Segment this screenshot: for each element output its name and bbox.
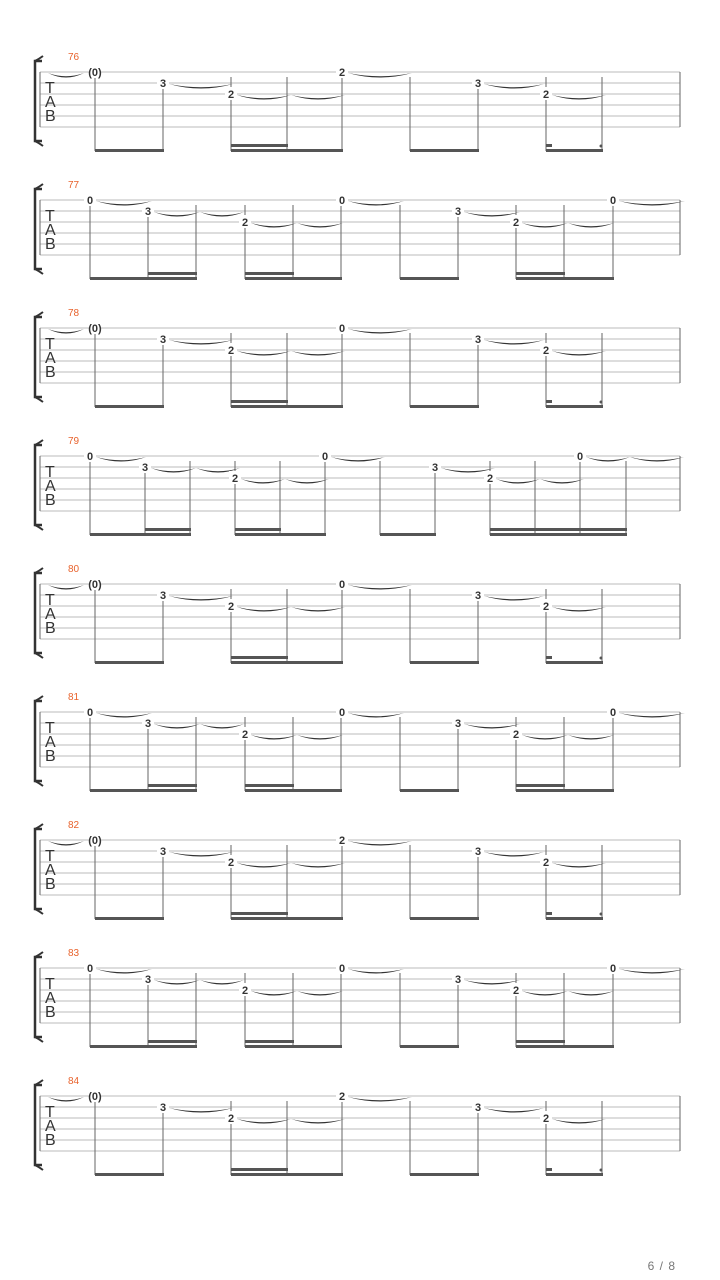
tie-arc xyxy=(237,351,291,356)
system-bracket xyxy=(35,701,42,781)
fret-number: 3 xyxy=(144,974,152,986)
tab-clef-letter: T xyxy=(45,80,55,97)
beam xyxy=(245,277,342,280)
tie-arc xyxy=(630,457,684,462)
tie-arc xyxy=(619,969,685,974)
fret-number: 2 xyxy=(338,1091,346,1103)
page-number: 6 / 8 xyxy=(647,1259,676,1273)
beam xyxy=(546,405,603,408)
system-bracket xyxy=(35,829,42,909)
fret-number: 2 xyxy=(227,345,235,357)
fret-number: 2 xyxy=(542,857,550,869)
tie-arc xyxy=(522,735,568,740)
tie-arc xyxy=(331,457,385,462)
beam xyxy=(400,277,459,280)
beam xyxy=(490,533,627,536)
beam-secondary xyxy=(490,528,627,531)
tie-arc xyxy=(522,991,568,996)
system-bracket xyxy=(35,957,42,1037)
tab-clef-letter: B xyxy=(45,876,56,893)
measure-number: 78 xyxy=(68,308,80,319)
tab-staff xyxy=(0,562,720,672)
tie-arc xyxy=(348,585,412,590)
beam xyxy=(95,1173,164,1176)
fret-number: 2 xyxy=(227,1113,235,1125)
fret-number: 2 xyxy=(338,835,346,847)
tab-clef-letter: T xyxy=(45,464,55,481)
tab-clef-letter: T xyxy=(45,848,55,865)
beam xyxy=(231,149,343,152)
fret-number: 0 xyxy=(86,195,94,207)
tie-arc xyxy=(540,479,584,484)
tab-staff xyxy=(0,178,720,288)
tie-arc xyxy=(484,340,544,345)
beam-secondary xyxy=(546,1168,552,1171)
beam xyxy=(410,405,479,408)
tie-arc xyxy=(552,863,606,868)
fret-number: 0 xyxy=(86,963,94,975)
beam-secondary xyxy=(231,1168,288,1171)
tie-arc xyxy=(169,852,233,857)
measure-number: 79 xyxy=(68,436,80,447)
beam-secondary xyxy=(148,784,197,787)
beam-secondary xyxy=(245,272,294,275)
beam xyxy=(546,1173,603,1176)
tie-arc xyxy=(586,457,630,462)
beam-secondary xyxy=(546,656,552,659)
tie-arc xyxy=(348,969,404,974)
beam xyxy=(231,917,343,920)
tab-clef-letter: T xyxy=(45,976,55,993)
tab-system xyxy=(0,1074,720,1174)
beam xyxy=(516,277,614,280)
tie-arc xyxy=(48,841,84,846)
fret-number: 0 xyxy=(86,451,94,463)
tab-system xyxy=(0,306,720,406)
tie-arc xyxy=(484,852,544,857)
fret-number: 3 xyxy=(144,718,152,730)
beam xyxy=(546,917,603,920)
fret-number: 2 xyxy=(512,985,520,997)
rhythm-dot xyxy=(600,145,603,148)
beam xyxy=(95,405,164,408)
fret-number: 3 xyxy=(474,1102,482,1114)
tie-arc xyxy=(251,735,297,740)
beam xyxy=(90,533,191,536)
tie-arc xyxy=(237,1119,291,1124)
fret-number: (0) xyxy=(88,323,102,335)
measure-number: 83 xyxy=(68,948,80,959)
fret-number: 2 xyxy=(542,601,550,613)
fret-number: 3 xyxy=(474,334,482,346)
tab-staff xyxy=(0,50,720,160)
fret-number: 3 xyxy=(141,462,149,474)
tab-staff xyxy=(0,946,720,1056)
fret-number: 0 xyxy=(338,963,346,975)
tie-arc xyxy=(568,991,614,996)
tab-clef-letter: B xyxy=(45,748,56,765)
fret-number: 3 xyxy=(431,462,439,474)
fret-number: 0 xyxy=(576,451,584,463)
fret-number: 3 xyxy=(159,590,167,602)
fret-number: 3 xyxy=(454,974,462,986)
tab-staff xyxy=(0,434,720,544)
tie-arc xyxy=(200,980,244,985)
beam xyxy=(410,149,479,152)
tie-arc xyxy=(169,596,233,601)
beam xyxy=(546,661,603,664)
fret-number: 2 xyxy=(227,89,235,101)
fret-number: (0) xyxy=(88,579,102,591)
beam xyxy=(516,1045,614,1048)
tab-clef-letter: B xyxy=(45,1004,56,1021)
beam-secondary xyxy=(231,400,288,403)
beam xyxy=(95,149,164,152)
tie-arc xyxy=(619,713,685,718)
tab-clef-letter: T xyxy=(45,592,55,609)
beam xyxy=(400,1045,459,1048)
beam-secondary xyxy=(245,1040,294,1043)
tab-clef-letter: A xyxy=(45,1118,56,1135)
tie-arc xyxy=(48,1097,84,1102)
fret-number: 3 xyxy=(454,206,462,218)
beam xyxy=(380,533,436,536)
fret-number: 2 xyxy=(542,345,550,357)
tie-arc xyxy=(348,713,404,718)
system-bracket xyxy=(35,61,42,141)
fret-number: (0) xyxy=(88,1091,102,1103)
tie-arc xyxy=(484,596,544,601)
tie-arc xyxy=(552,607,606,612)
beam-secondary xyxy=(231,144,288,147)
rhythm-dot xyxy=(600,657,603,660)
beam xyxy=(516,789,614,792)
beam xyxy=(90,277,197,280)
fret-number: 3 xyxy=(159,334,167,346)
tab-system xyxy=(0,690,720,790)
tab-system xyxy=(0,434,720,534)
tab-clef-letter: B xyxy=(45,364,56,381)
tab-clef-letter: B xyxy=(45,1132,56,1149)
tie-arc xyxy=(348,329,412,334)
tie-arc xyxy=(251,991,297,996)
tie-arc xyxy=(169,84,233,89)
system-bracket xyxy=(35,573,42,653)
beam xyxy=(245,789,342,792)
tab-clef-letter: A xyxy=(45,862,56,879)
fret-number: 3 xyxy=(454,718,462,730)
tie-arc xyxy=(237,607,291,612)
beam-secondary xyxy=(546,144,552,147)
tie-arc xyxy=(552,95,606,100)
tie-arc xyxy=(200,724,244,729)
beam xyxy=(231,405,343,408)
tab-clef-letter: A xyxy=(45,94,56,111)
tie-arc xyxy=(619,201,685,206)
tab-system xyxy=(0,50,720,150)
fret-number: 3 xyxy=(144,206,152,218)
fret-number: (0) xyxy=(88,67,102,79)
system-bracket xyxy=(35,317,42,397)
tab-system xyxy=(0,178,720,278)
beam xyxy=(410,661,479,664)
fret-number: 2 xyxy=(512,729,520,741)
tab-system xyxy=(0,818,720,918)
fret-number: 3 xyxy=(159,78,167,90)
tie-arc xyxy=(237,863,291,868)
fret-number: 0 xyxy=(321,451,329,463)
fret-number: 0 xyxy=(86,707,94,719)
beam xyxy=(90,1045,197,1048)
tie-arc xyxy=(291,351,345,356)
fret-number: 3 xyxy=(159,846,167,858)
tie-arc xyxy=(48,73,84,78)
tab-clef-letter: B xyxy=(45,492,56,509)
fret-number: 0 xyxy=(609,963,617,975)
beam xyxy=(95,917,164,920)
tie-arc xyxy=(552,351,606,356)
fret-number: 0 xyxy=(338,323,346,335)
tie-arc xyxy=(154,980,200,985)
beam-secondary xyxy=(148,272,197,275)
tie-arc xyxy=(291,863,345,868)
beam xyxy=(231,1173,343,1176)
fret-number: 0 xyxy=(338,579,346,591)
beam xyxy=(410,1173,479,1176)
beam-secondary xyxy=(546,912,552,915)
fret-number: 2 xyxy=(231,473,239,485)
tie-arc xyxy=(237,95,291,100)
beam-secondary xyxy=(231,912,288,915)
tab-system xyxy=(0,946,720,1046)
tie-arc xyxy=(348,201,404,206)
tie-arc xyxy=(200,212,244,217)
measure-number: 82 xyxy=(68,820,80,831)
system-bracket xyxy=(35,445,42,525)
beam-secondary xyxy=(148,1040,197,1043)
beam xyxy=(245,1045,342,1048)
tie-arc xyxy=(96,457,146,462)
tie-arc xyxy=(568,223,614,228)
fret-number: 3 xyxy=(474,78,482,90)
beam-secondary xyxy=(516,272,565,275)
beam xyxy=(400,789,459,792)
beam-secondary xyxy=(245,784,294,787)
rhythm-dot xyxy=(600,1169,603,1172)
beam xyxy=(235,533,326,536)
measure-number: 81 xyxy=(68,692,80,703)
beam xyxy=(90,789,197,792)
rhythm-dot xyxy=(600,913,603,916)
tab-clef-letter: A xyxy=(45,350,56,367)
fret-number: 2 xyxy=(542,1113,550,1125)
beam xyxy=(546,149,603,152)
fret-number: 2 xyxy=(338,67,346,79)
tab-system xyxy=(0,562,720,662)
fret-number: 2 xyxy=(227,857,235,869)
fret-number: 3 xyxy=(474,590,482,602)
tie-arc xyxy=(285,479,329,484)
system-bracket xyxy=(35,189,42,269)
beam xyxy=(410,917,479,920)
tie-arc xyxy=(496,479,540,484)
fret-number: 2 xyxy=(241,217,249,229)
fret-number: 2 xyxy=(512,217,520,229)
tie-arc xyxy=(48,329,84,334)
tab-clef-letter: T xyxy=(45,720,55,737)
tab-clef-letter: A xyxy=(45,734,56,751)
beam xyxy=(95,661,164,664)
tab-clef-letter: B xyxy=(45,108,56,125)
fret-number: 0 xyxy=(609,195,617,207)
measure-number: 76 xyxy=(68,52,80,63)
tie-arc xyxy=(297,223,343,228)
fret-number: 0 xyxy=(338,707,346,719)
tab-clef-letter: T xyxy=(45,336,55,353)
beam xyxy=(231,661,343,664)
beam-secondary xyxy=(231,656,288,659)
tab-clef-letter: B xyxy=(45,236,56,253)
beam-secondary xyxy=(235,528,281,531)
beam-secondary xyxy=(516,1040,565,1043)
beam-secondary xyxy=(145,528,191,531)
tie-arc xyxy=(251,223,297,228)
tab-staff xyxy=(0,306,720,416)
tab-clef-letter: A xyxy=(45,606,56,623)
fret-number: 0 xyxy=(338,195,346,207)
beam-secondary xyxy=(516,784,565,787)
tie-arc xyxy=(48,585,84,590)
fret-number: 2 xyxy=(486,473,494,485)
tie-arc xyxy=(291,1119,345,1124)
tie-arc xyxy=(151,468,196,473)
tab-clef-letter: T xyxy=(45,1104,55,1121)
tie-arc xyxy=(169,1108,233,1113)
tie-arc xyxy=(552,1119,606,1124)
tie-arc xyxy=(568,735,614,740)
tab-clef-letter: A xyxy=(45,222,56,239)
tab-clef-letter: A xyxy=(45,990,56,1007)
measure-number: 84 xyxy=(68,1076,80,1087)
tab-staff xyxy=(0,1074,720,1184)
tie-arc xyxy=(241,479,285,484)
tie-arc xyxy=(348,73,412,78)
beam-secondary xyxy=(546,400,552,403)
tie-arc xyxy=(297,735,343,740)
tab-clef-letter: B xyxy=(45,620,56,637)
fret-number: 2 xyxy=(542,89,550,101)
fret-number: (0) xyxy=(88,835,102,847)
tab-staff xyxy=(0,690,720,800)
fret-number: 3 xyxy=(474,846,482,858)
tie-arc xyxy=(348,1097,412,1102)
fret-number: 2 xyxy=(241,985,249,997)
tab-clef-letter: T xyxy=(45,208,55,225)
tab-clef-letter: A xyxy=(45,478,56,495)
measure-number: 77 xyxy=(68,180,80,191)
tie-arc xyxy=(291,95,345,100)
tie-arc xyxy=(297,991,343,996)
fret-number: 3 xyxy=(159,1102,167,1114)
tie-arc xyxy=(169,340,233,345)
tie-arc xyxy=(484,1108,544,1113)
fret-number: 2 xyxy=(241,729,249,741)
tab-staff xyxy=(0,818,720,928)
tie-arc xyxy=(291,607,345,612)
rhythm-dot xyxy=(600,401,603,404)
tie-arc xyxy=(522,223,568,228)
fret-number: 0 xyxy=(609,707,617,719)
tie-arc xyxy=(154,724,200,729)
tie-arc xyxy=(154,212,200,217)
tie-arc xyxy=(348,841,412,846)
fret-number: 2 xyxy=(227,601,235,613)
tie-arc xyxy=(484,84,544,89)
measure-number: 80 xyxy=(68,564,80,575)
system-bracket xyxy=(35,1085,42,1165)
